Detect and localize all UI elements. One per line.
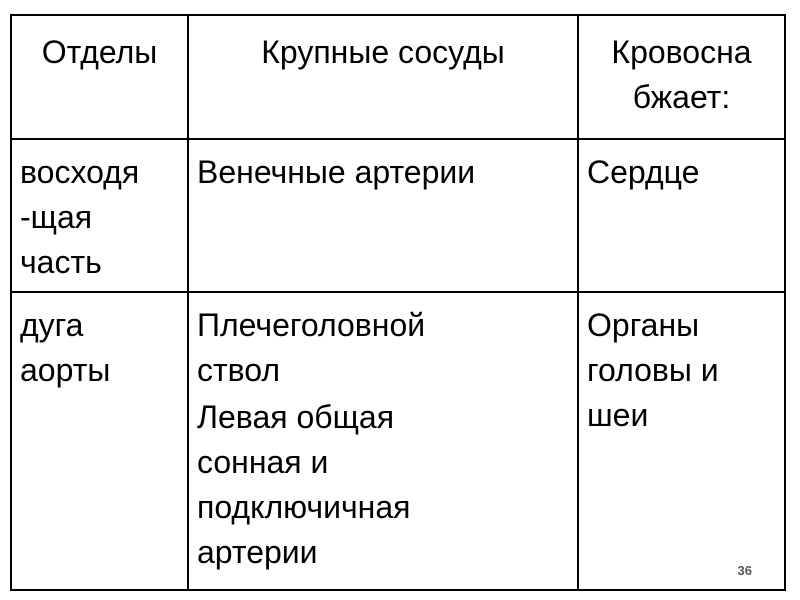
header-sections-label: Отделы bbox=[41, 34, 158, 70]
cell-section bbox=[11, 292, 188, 590]
aorta-branches-table bbox=[10, 14, 786, 591]
supply-line: Сердце bbox=[587, 154, 700, 190]
vessel-line: Плечеголовной bbox=[197, 307, 426, 343]
section-line: часть bbox=[20, 244, 102, 280]
supply-line: шеи bbox=[587, 397, 649, 433]
section-line: -щая bbox=[20, 199, 93, 235]
cell-vessels bbox=[188, 292, 578, 590]
cell-supplies bbox=[578, 139, 785, 292]
header-major-vessels-label: Крупные сосуды bbox=[261, 34, 505, 70]
section-line: аорты bbox=[20, 352, 111, 388]
header-sections bbox=[11, 15, 188, 139]
vessel-line: артерии bbox=[197, 534, 318, 570]
vessel-line: подключичная bbox=[197, 489, 411, 525]
vessel-line: Левая общая bbox=[197, 399, 395, 435]
vessel-line: сонная и bbox=[197, 444, 329, 480]
table-row bbox=[11, 139, 785, 292]
slide-number: 36 bbox=[737, 563, 752, 578]
vessel-line: ствол bbox=[197, 352, 281, 388]
table-row bbox=[11, 292, 785, 590]
cell-supplies bbox=[578, 292, 785, 590]
header-blood-supply-line: Кровосна bbox=[611, 34, 752, 70]
supply-line: Органы bbox=[587, 307, 700, 343]
header-blood-supply-line: бжает: bbox=[632, 79, 731, 115]
vessel-line: Венечные артерии bbox=[197, 154, 476, 190]
cell-section bbox=[11, 139, 188, 292]
table-header-row bbox=[11, 15, 785, 139]
header-major-vessels bbox=[188, 15, 578, 139]
section-line: дуга bbox=[20, 307, 84, 343]
header-blood-supply bbox=[578, 15, 785, 139]
section-line: восходя bbox=[20, 154, 140, 190]
supply-line: головы и bbox=[587, 352, 719, 388]
cell-vessels bbox=[188, 139, 578, 292]
